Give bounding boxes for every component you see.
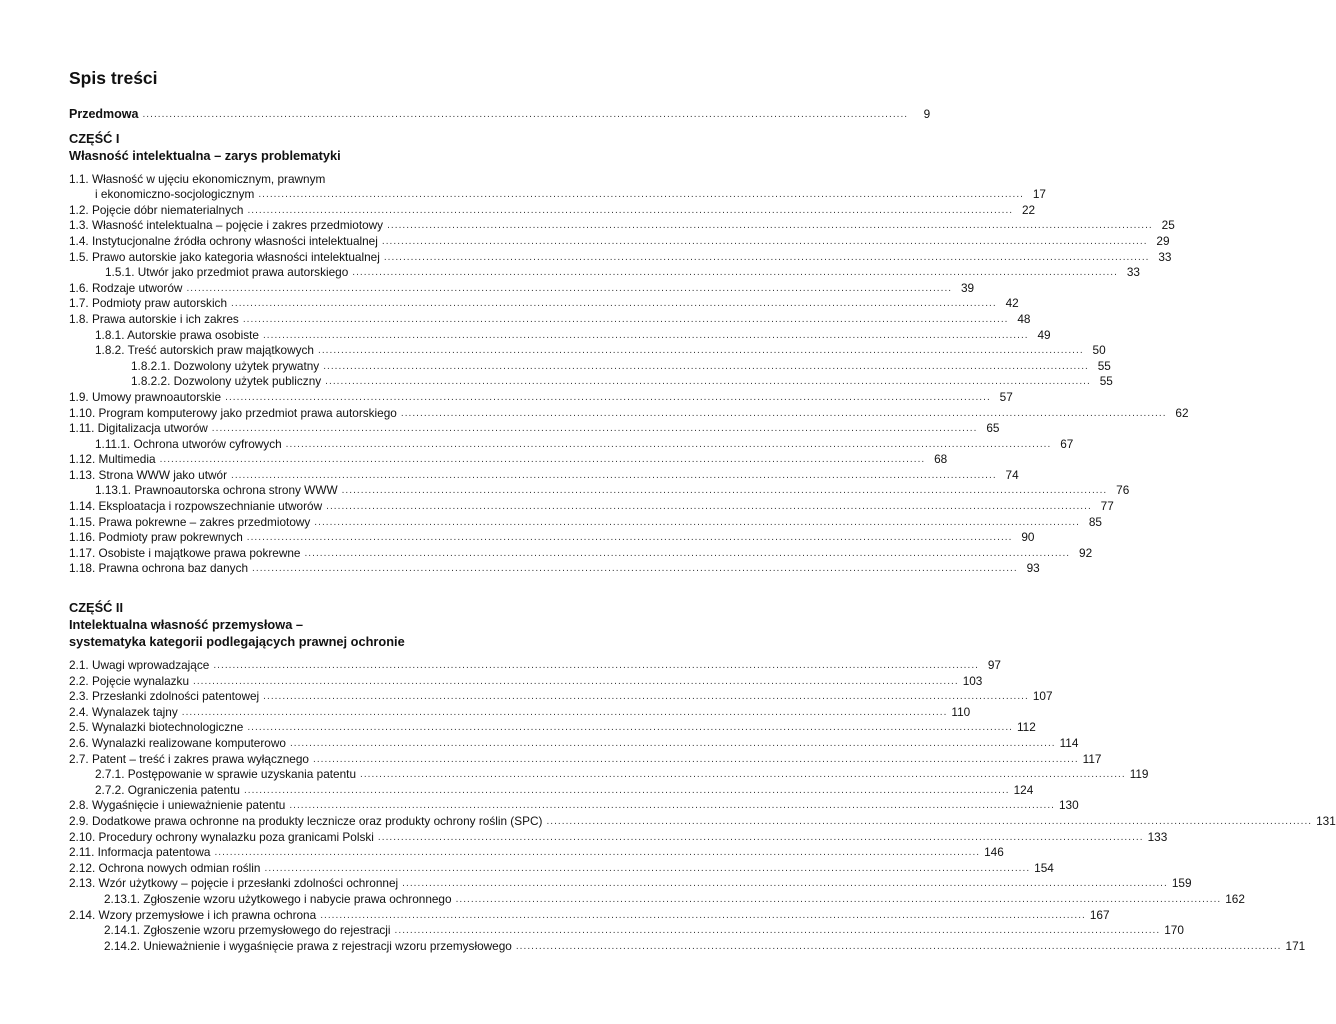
toc-entry-text: 2.6. Wynalazki realizowane komputerowo [69,736,286,750]
part-subtitle: Intelektualna własność przemysłowa – [69,617,303,633]
toc-entry [69,280,975,297]
toc-page-number: 33 [1126,265,1140,280]
toc-entry-text: 1.5.1. Utwór jako przedmiot prawa autorskiego [105,265,349,280]
toc-entry [69,233,1170,250]
toc-page-number: 25 [1161,218,1175,233]
toc-entry-preface [69,107,931,123]
dot-leader: ........................................................................................................................................................................................................ [247,204,1014,216]
toc-page-number: 119 [1129,767,1149,782]
dot-leader: ........................................................................................................................................................................................................ [252,563,1018,575]
toc-entry [69,798,1079,814]
part-label: CZĘŚĆ II [69,600,124,616]
dot-leader: ........................................................................................................................................................................................................ [213,660,979,672]
toc-page-number: 154 [1034,860,1054,875]
part-label: CZĘŚĆ I [69,130,120,146]
toc-entry [69,891,1245,908]
dot-leader: ........................................................................................................................................................................................................ [211,423,978,435]
dot-leader: ........................................................................................................................................................................................................ [186,282,953,294]
toc-page-number: 55 [1099,374,1113,389]
toc-entry-text: 1.16. Podmioty praw pokrewnych [69,530,243,545]
toc-entry-text: 2.5. Wynalazki biotechnologiczne [69,720,244,735]
toc-entry [69,767,1149,783]
toc-entry-text: 2.11. Informacja patentowa [69,845,211,860]
dot-leader: ........................................................................................................................................................................................................ [214,847,981,859]
toc-entry [69,907,1110,924]
dot-leader: ........................................................................................................................................................................................................ [258,189,1024,201]
toc-page-number: 103 [962,673,983,688]
dot-leader: ........................................................................................................................................................................................................ [377,831,1144,843]
toc-page-number: 107 [1032,689,1053,704]
toc-entry-text: 1.17. Osobiste i majątkowe prawa pokrewne [69,545,301,560]
toc-entry-text: 1.10. Program komputerowy jako przedmiot prawa autorskiego [69,405,397,420]
toc-entry-text: 1.9. Umowy prawnoautorskie [69,389,222,404]
table-of-contents [69,64,1336,954]
toc-entry-text: 1.5. Prawo autorskie jako kategoria własności intelektualnej [69,249,380,264]
part-subtitle: systematyka kategorii podlegających prawnej ochronie [69,634,405,650]
toc-page-number: 74 [1005,467,1019,482]
dot-leader: ........................................................................................................................................................................................................ [341,485,1108,497]
toc-entry-text: 2.9. Dodatkowe prawa ochronne na produkty lecznicze oraz produkty ochrony roślin (SPC) [69,813,543,828]
toc-entry-text: 1.7. Podmioty praw autorskich [69,296,228,311]
dot-leader: ........................................................................................................................................................................................................ [387,220,1153,232]
toc-entry-text: 1.3. Własność intelektualna – pojęcie i zakres przedmiotowy [69,218,384,233]
toc-entry-text: 1.8. Prawa autorskie i ich zakres [69,311,239,326]
toc-entry [69,514,1102,531]
toc-page-number: 62 [1175,405,1189,420]
toc-page-number: 67 [1060,436,1074,451]
toc-entry [69,467,1019,484]
toc-entry-text: 1.2. Pojęcie dóbr niematerialnych [69,202,244,217]
dot-leader: ........................................................................................................................................................................................................ [142,109,909,120]
dot-leader: ........................................................................................................................................................................................................ [320,909,1086,921]
toc-entry [69,249,1172,266]
toc-entry [69,689,1053,705]
toc-entry-text: 1.14. Eksploatacja i rozpowszechnianie utworów [69,499,323,514]
toc-entry-text: 1.11. Digitalizacja utworów [69,421,208,436]
dot-leader: ........................................................................................................................................................................................................ [394,925,1161,937]
dot-leader: ........................................................................................................................................................................................................ [289,738,1056,749]
toc-entry [69,483,1130,499]
toc-page-number: 114 [1059,736,1079,750]
toc-entry [69,561,1040,577]
dot-leader: ........................................................................................................................................................................................................ [246,532,1013,544]
toc-entry [69,876,1192,892]
toc-page-number: 131 [1316,813,1336,828]
dot-leader: ........................................................................................................................................................................................................ [515,940,1282,952]
dot-leader: ........................................................................................................................................................................................................ [352,267,1118,279]
toc-page-number: 93 [1026,561,1040,576]
toc-page-number: 167 [1089,907,1110,922]
toc-entry [69,311,1031,328]
dot-leader: ........................................................................................................................................................................................................ [159,454,926,466]
toc-entry [69,499,1114,515]
dot-leader: ........................................................................................................................................................................................................ [455,893,1222,905]
toc-entry-text: 1.15. Prawa pokrewne – zakres przedmiotowy [69,514,311,529]
toc-page-number: 50 [1092,343,1106,358]
toc-page-number: 85 [1088,514,1102,529]
toc-entry [69,782,1034,799]
dot-leader: ........................................................................................................................................................................................................ [381,235,1148,247]
dot-leader: ........................................................................................................................................................................................................ [325,376,1091,388]
dot-leader: ........................................................................................................................................................................................................ [313,753,1079,765]
toc-entry [69,358,1111,375]
toc-page-number: 22 [1021,202,1036,217]
toc-page-number: 92 [1079,545,1093,560]
toc-entry-text: 2.1. Uwagi wprowadzające [69,658,210,673]
dot-leader: ........................................................................................................................................................................................................ [400,407,1167,419]
toc-entry [69,938,1306,955]
toc-page-number: 110 [951,704,971,719]
toc-entry-text: 2.14. Wzory przemysłowe i ich prawna ochrona [69,907,317,922]
toc-entry [69,374,1113,390]
toc-entry-text: 1.8.1. Autorskie prawa osobiste [95,327,259,342]
toc-page-number: 55 [1097,358,1111,373]
toc-entry-text: 2.8. Wygaśnięcie i unieważnienie patentu [69,798,286,813]
toc-entry [69,296,1019,312]
toc-page-number: 68 [934,452,948,467]
dot-leader: ........................................................................................................................................................................................................ [262,329,1029,341]
dot-leader: ........................................................................................................................................................................................................ [243,784,1010,796]
toc-entry [69,860,1054,877]
toc-entry [69,436,1074,453]
part1-entries [69,187,1189,577]
toc-entry-text: 2.10. Procedury ochrony wynalazku poza granicami Polski [69,829,374,844]
toc-page-number: 33 [1158,249,1172,264]
toc-page-number: 117 [1082,751,1102,766]
toc-entry [69,720,1036,736]
toc-entry-text: 1.18. Prawna ochrona baz danych [69,561,249,576]
dot-leader: ........................................................................................................................................................................................................ [181,706,948,718]
toc-entry-text: 1.1. Własność w ujęciu ekonomicznym, prawnym [69,171,326,186]
toc-page-number: 159 [1171,876,1192,891]
toc-entry [69,327,1051,344]
toc-page-number: 65 [986,421,1000,436]
toc-page-number: 133 [1147,829,1168,844]
toc-entry [69,218,1175,234]
dot-leader: ........................................................................................................................................................................................................ [289,800,1055,812]
dot-leader: ........................................................................................................................................................................................................ [231,298,997,310]
toc-entry [69,923,1184,939]
toc-entry [69,736,1079,752]
dot-leader: ........................................................................................................................................................................................................ [546,815,1313,827]
dot-leader: ........................................................................................................................................................................................................ [264,862,1031,874]
toc-entry-text: 1.11.1. Ochrona utworów cyfrowych [95,436,282,451]
toc-entry-text: 1.8.2.1. Dozwolony użytek prywatny [131,358,320,373]
toc-entry [69,829,1168,846]
toc-entry [69,813,1336,830]
toc-entry [69,202,1036,219]
toc-entry-text: 2.12. Ochrona nowych odmian roślin [69,860,261,875]
toc-page-number: 77 [1100,499,1114,514]
toc-page-number: 17 [1032,187,1046,202]
dot-leader: ........................................................................................................................................................................................................ [242,313,1009,325]
toc-page-number: 90 [1021,530,1035,545]
toc-entry-text: 2.7.2. Ograniczenia patentu [95,782,240,797]
toc-entry-text: 2.14.1. Zgłoszenie wzoru przemysłowego do rejestracji [104,923,391,938]
toc-page-number: 76 [1116,483,1130,498]
toc-page-number: 9 [923,107,931,121]
toc-page-number: 42 [1005,296,1019,311]
toc-entry [69,658,1001,674]
toc-entry-text: 2.13.1. Zgłoszenie wzoru użytkowego i nabycie prawa ochronnego [104,891,452,906]
dot-leader: ........................................................................................................................................................................................................ [304,547,1071,559]
toc-entry [69,405,1189,422]
part2-entries [69,658,1336,954]
toc-entry-text: 2.7.1. Postępowanie w sprawie uzyskania patentu [95,767,357,782]
toc-entry-text: 2.3. Przesłanki zdolności patentowej [69,689,260,704]
toc-entry-text: 2.13. Wzór użytkowy – pojęcie i przesłanki zdolności ochronnej [69,876,399,891]
toc-page-number: 171 [1285,938,1306,953]
toc-page-number: 170 [1164,923,1184,938]
toc-page-number: 97 [987,658,1001,673]
dot-leader: ........................................................................................................................................................................................................ [225,391,991,403]
toc-page-number: 162 [1225,891,1245,906]
toc-entry-text: 1.13.1. Prawnoautorska ochrona strony WWW [95,483,338,498]
toc-entry [69,187,1046,203]
toc-entry [69,343,1106,359]
page-title: Spis treści [69,68,158,88]
dot-leader: ........................................................................................................................................................................................................ [360,769,1126,781]
toc-entry-text: 1.8.2. Treść autorskich praw majątkowych [95,343,314,358]
toc-entry-text: 1.6. Rodzaje utworów [69,280,183,295]
dot-leader: ........................................................................................................................................................................................................ [383,251,1150,263]
toc-entry-text: 2.4. Wynalazek tajny [69,704,178,719]
toc-entry-text: Przedmowa [69,107,139,121]
toc-entry-text: 1.13. Strona WWW jako utwór [69,467,227,482]
toc-page-number: 112 [1017,720,1036,735]
toc-entry [69,452,948,468]
toc-entry-text: 2.2. Pojęcie wynalazku [69,673,190,688]
toc-entry [69,751,1102,768]
toc-page-number: 57 [999,389,1013,404]
dot-leader: ........................................................................................................................................................................................................ [314,516,1080,528]
toc-entry-text: 1.12. Multimedia [69,452,156,467]
toc-entry [69,673,983,690]
part-subtitle: Własność intelektualna – zarys problematyki [69,147,341,163]
toc-page-number: 39 [961,280,975,295]
toc-entry [69,421,1000,437]
toc-entry [69,545,1093,562]
dot-leader: ........................................................................................................................................................................................................ [247,722,1013,734]
dot-leader: ........................................................................................................................................................................................................ [193,675,959,687]
toc-entry-text: 2.14.2. Unieważnienie i wygaśnięcie prawa z rejestracji wzoru przemysłowego [104,938,512,953]
toc-entry-text: i ekonomiczno-socjologicznym [95,187,255,202]
dot-leader: ........................................................................................................................................................................................................ [231,469,997,481]
dot-leader: ........................................................................................................................................................................................................ [285,438,1052,450]
toc-entry [69,389,1013,406]
toc-page-number: 49 [1037,327,1051,342]
toc-page-number: 29 [1156,233,1170,248]
dot-leader: ........................................................................................................................................................................................................ [323,360,1089,372]
toc-entry [69,265,1140,281]
dot-leader: ........................................................................................................................................................................................................ [402,878,1168,890]
toc-page-number: 48 [1017,311,1031,326]
toc-entry [69,845,1004,861]
toc-page-number: 130 [1058,798,1079,813]
toc-entry [69,704,971,721]
toc-entry-text: 1.8.2.2. Dozwolony użytek publiczny [131,374,322,389]
toc-page-number: 124 [1013,782,1034,797]
dot-leader: ........................................................................................................................................................................................................ [318,345,1084,357]
toc-entry-text: 1.4. Instytucjonalne źródła ochrony własności intelektualnej [69,233,378,248]
toc-entry-text: 2.7. Patent – treść i zakres prawa wyłącznego [69,751,309,766]
toc-entry [69,530,1035,546]
dot-leader: ........................................................................................................................................................................................................ [263,691,1029,703]
dot-leader: ........................................................................................................................................................................................................ [326,501,1092,513]
toc-page-number: 146 [984,845,1004,860]
